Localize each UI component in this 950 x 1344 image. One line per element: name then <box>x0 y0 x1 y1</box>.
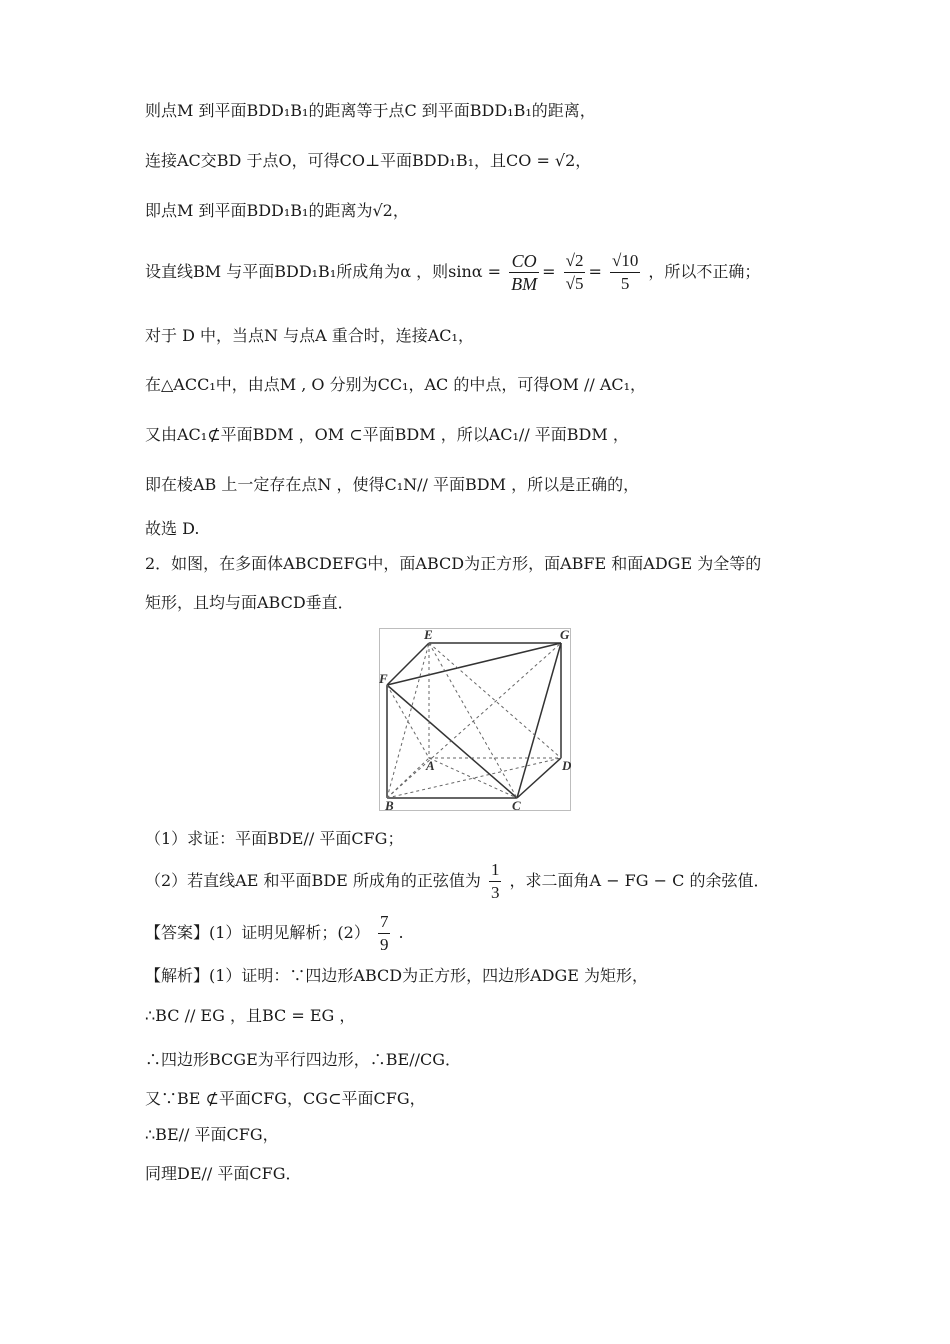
text-line-3: 即点M 到平面BDD₁B₁的距离为√2， <box>145 201 409 220</box>
question-2-line-1: 2．如图，在多面体ABCDEFG中，面ABCD为正方形，面ABFE 和面ADGE 为全等的 <box>145 554 762 573</box>
fraction-one-third <box>489 859 502 904</box>
answer-suffix: . <box>398 923 404 942</box>
edge-fe <box>387 643 429 685</box>
solution-line-2: ∴BC // EG ，且BC = EG ， <box>145 1006 356 1025</box>
solution-line-6: 同理DE// 平面CFG． <box>145 1164 302 1183</box>
text-line-6: 在△ACC₁中，由点M , O 分别为CC₁，AC 的中点，可得OM // AC₁， <box>145 375 647 394</box>
label-b: B <box>385 798 394 811</box>
edge-ec <box>429 643 517 798</box>
fraction-denominator: 9 <box>379 935 389 954</box>
answer-prefix: 【答案】(1）证明见解析；(2） <box>145 923 370 942</box>
fraction-numerator: √10 <box>610 250 640 273</box>
text-line-5: 对于 D 中，当点N 与点A 重合时，连接AC₁， <box>145 326 474 345</box>
fraction-denominator: BM <box>511 274 538 294</box>
fraction-numerator: 1 <box>489 859 502 882</box>
answer-line <box>145 909 404 957</box>
fraction-co-bm <box>509 250 539 295</box>
part-1-question: （1）求证：平面BDE// 平面CFG； <box>145 829 404 848</box>
edge-fg <box>387 643 561 685</box>
label-f: F <box>379 671 388 686</box>
solution-line-4: 又∵BE ⊄平面CFG，CG⊂平面CFG， <box>145 1089 426 1108</box>
edge-ac <box>429 758 517 798</box>
fraction-denominator: 5 <box>620 274 630 293</box>
text-line-8: 即在棱AB 上一定存在点N ，使得C₁N// 平面BDM ，所以是正确的， <box>145 475 640 494</box>
hidden-edges <box>387 643 561 798</box>
fraction-numerator: CO <box>509 250 539 273</box>
part-2-prefix: （2）若直线AE 和平面BDE 所成角的正弦值为 <box>145 871 481 890</box>
text-line-9: 故选 D. <box>145 519 200 538</box>
solution-line-1: 【解析】(1）证明：∵四边形ABCD为正方形，四边形ADGE 为矩形， <box>145 966 649 985</box>
text-line-4: 设直线BM 与平面BDD₁B₁所成角为α ，则sinα = $\frac{CO}{BM}$ = $\frac{√2}{√5}$ = $\frac{√10}{5}$ ，所以不正确； <box>145 251 761 294</box>
polyhedron-figure <box>379 628 571 811</box>
edge-cd <box>517 758 561 798</box>
fraction-numerator: 7 <box>378 911 391 934</box>
label-a: A <box>426 758 435 773</box>
part-2-question <box>145 857 769 905</box>
line4-suffix: ，所以不正确； <box>648 262 761 281</box>
line4-prefix: 设直线BM 与平面BDD₁B₁所成角为α ，则sinα = <box>145 262 507 281</box>
fraction-numerator: √2 <box>564 250 586 273</box>
label-d: D <box>562 758 571 773</box>
text-line-2: 连接AC交BD 于点O，可得CO⊥平面BDD₁B₁，且CO = √2， <box>145 151 592 170</box>
fraction-seven-ninths <box>378 911 391 956</box>
label-g: G <box>560 628 570 642</box>
label-c: C <box>512 798 521 811</box>
text-line-1: 则点M 到平面BDD₁B₁的距离等于点C 到平面BDD₁B₁的距离， <box>145 101 596 120</box>
question-2-line-2: 矩形，且均与面ABCD垂直． <box>145 593 354 612</box>
text-line-7: 又由AC₁⊄平面BDM ，OM ⊂平面BDM ，所以AC₁// 平面BDM ， <box>145 425 629 444</box>
edge-cg <box>517 643 561 798</box>
edge-be <box>387 643 429 798</box>
figure-frame <box>380 629 571 811</box>
solution-line-3: ∴四边形BCGE为平行四边形，∴BE//CG． <box>145 1050 462 1069</box>
fraction-sqrt10-5 <box>610 250 640 295</box>
fraction-denominator: 3 <box>490 883 500 902</box>
edge-fa <box>387 685 429 758</box>
vertex-labels <box>379 628 571 811</box>
edge-bg <box>387 643 561 798</box>
solution-line-5: ∴BE// 平面CFG， <box>145 1125 279 1144</box>
label-e: E <box>424 628 433 642</box>
part-2-suffix: ，求二面角A − FG − C 的余弦值． <box>509 871 770 890</box>
fraction-sqrt2-sqrt5 <box>564 250 586 295</box>
fraction-denominator: √5 <box>565 274 584 293</box>
